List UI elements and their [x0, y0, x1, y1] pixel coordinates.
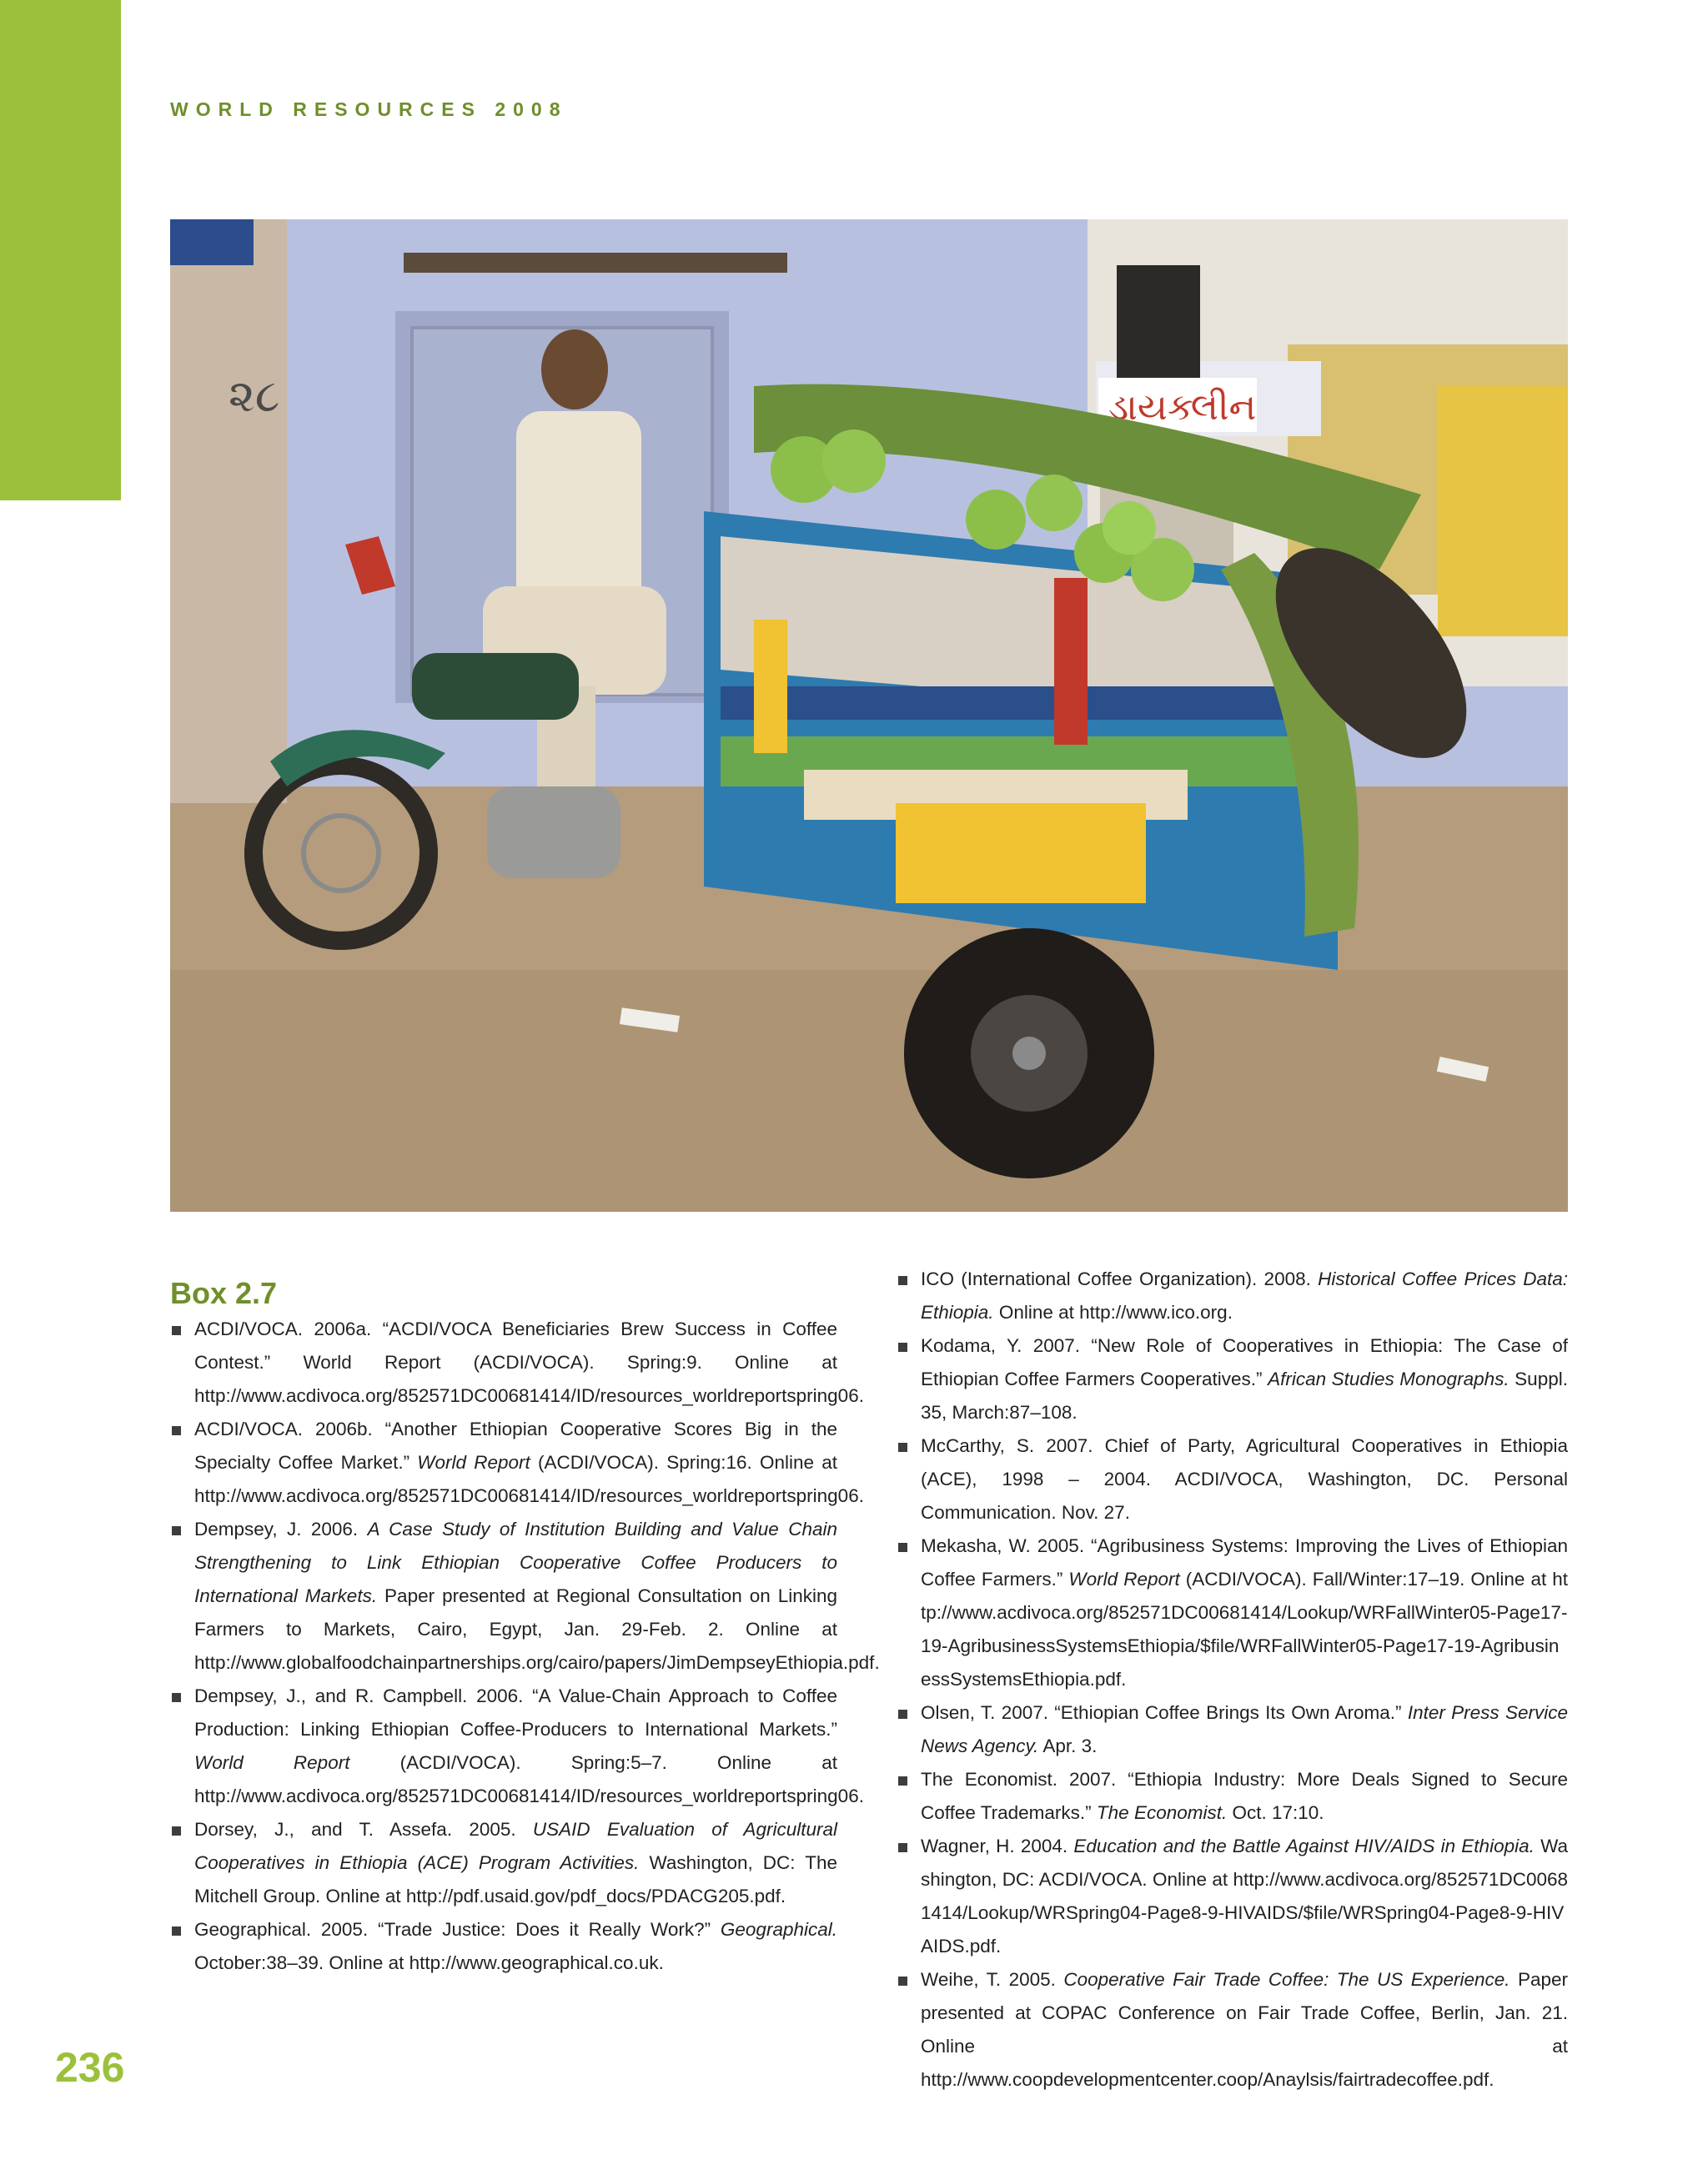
- reference-item: ICO (International Coffee Organization). 2008. Historical Coffee Prices Data: Ethiopia. Online at http://www.ico.org.: [897, 1263, 1568, 1329]
- photo-illustration: [170, 219, 1568, 1212]
- references-left-column: [170, 1313, 880, 1980]
- page-number: 236: [55, 2044, 125, 2091]
- reference-item: Mekasha, W. 2005. “Agribusiness Systems: Improving the Lives of Ethiopian Coffee Farmers.” World Report (ACDI/VOCA). Fall/Winter:17–19. Online at http://www.acdivoca.org/852571DC00681414/Lookup/WRFallWinter05-Page17-19-AgribusinessSystemsEthiopia/$file/WRFallWinter05-Page17-19-AgribusinessSystemsEthiopia.pdf.: [897, 1530, 1568, 1696]
- reference-item: ACDI/VOCA. 2006a. “ACDI/VOCA Beneficiaries Brew Success in Coffee Contest.” World Report (ACDI/VOCA). Spring:9. Online at http://www.acdivoca.org/852571DC00681414/ID/resources_worldreportspring06.: [170, 1313, 837, 1413]
- box-title: Box 2.7: [170, 1276, 278, 1310]
- reference-item: Dempsey, J., and R. Campbell. 2006. “A Value-Chain Approach to Coffee Production: Linking Ethiopian Coffee-Producers to International Markets.” World Report (ACDI/VOCA). Spring:5–7. Online at http://www.acdivoca.org/852571DC00681414/ID/resources_worldreportspring06.: [170, 1680, 837, 1813]
- reference-item: Geographical. 2005. “Trade Justice: Does it Really Work?” Geographical. October:38–39. Online at http://www.geographical.co.uk.: [170, 1913, 837, 1980]
- reference-item: Weihe, T. 2005. Cooperative Fair Trade Coffee: The US Experience. Paper presented at COPAC Conference on Fair Trade Coffee, Berlin, Jan. 21. Online at http://www.coopdevelopmentcenter.coop/Anaylsis/fairtradecoffee.pdf.: [897, 1963, 1568, 2097]
- reference-item: ACDI/VOCA. 2006b. “Another Ethiopian Cooperative Scores Big in the Specialty Coffee Market.” World Report (ACDI/VOCA). Spring:16. Online at http://www.acdivoca.org/852571DC00681414/ID/resources_worldreportspring06.: [170, 1413, 837, 1513]
- reference-item: The Economist. 2007. “Ethiopia Industry: More Deals Signed to Secure Coffee Trademarks.” The Economist. Oct. 17:10.: [897, 1763, 1568, 1830]
- green-side-bar: [0, 0, 121, 500]
- reference-item: Wagner, H. 2004. Education and the Battle Against HIV/AIDS in Ethiopia. Washington, DC: ACDI/VOCA. Online at http://www.acdivoca.org/852571DC00681414/Lookup/WRSpring04-Page8-9-HIVAIDS/$file/WRSpring04-Page8-9-HIVAIDS.pdf.: [897, 1830, 1568, 1963]
- reference-item: Dorsey, J., and T. Assefa. 2005. USAID Evaluation of Agricultural Cooperatives in Ethiopia (ACE) Program Activities. Washington, DC: The Mitchell Group. Online at http://pdf.usaid.gov/pdf_docs/PDACG205.pdf.: [170, 1813, 837, 1913]
- reference-item: McCarthy, S. 2007. Chief of Party, Agricultural Cooperatives in Ethiopia (ACE), 1998 – 2004. ACDI/VOCA, Washington, DC. Personal Communication. Nov. 27.: [897, 1429, 1568, 1530]
- shop-sign-text: ડ્રાયક્લીન: [1108, 386, 1257, 429]
- photo-motorcycle-cart-with-coconuts: [170, 219, 1568, 1212]
- reference-item: Kodama, Y. 2007. “New Role of Cooperatives in Ethiopia: The Case of Ethiopian Coffee Farmers Cooperatives.” African Studies Monographs. Suppl. 35, March:87–108.: [897, 1329, 1568, 1429]
- reference-item: Olsen, T. 2007. “Ethiopian Coffee Brings Its Own Aroma.” Inter Press Service News Agency. Apr. 3.: [897, 1696, 1568, 1763]
- wall-number-text: ૨૮: [229, 369, 280, 422]
- references-right-column: [897, 1263, 1568, 2097]
- reference-item: Dempsey, J. 2006. A Case Study of Institution Building and Value Chain Strengthening to Link Ethiopian Cooperative Coffee Producers to International Markets. Paper presented at Regional Consultation on Linking Farmers to Markets, Cairo, Egypt, Jan. 29-Feb. 2. Online at http://www.globalfoodchainpartnerships.org/cairo/papers/JimDempseyEthiopia.pdf.: [170, 1513, 837, 1680]
- running-head: WORLD RESOURCES 2008: [170, 98, 568, 120]
